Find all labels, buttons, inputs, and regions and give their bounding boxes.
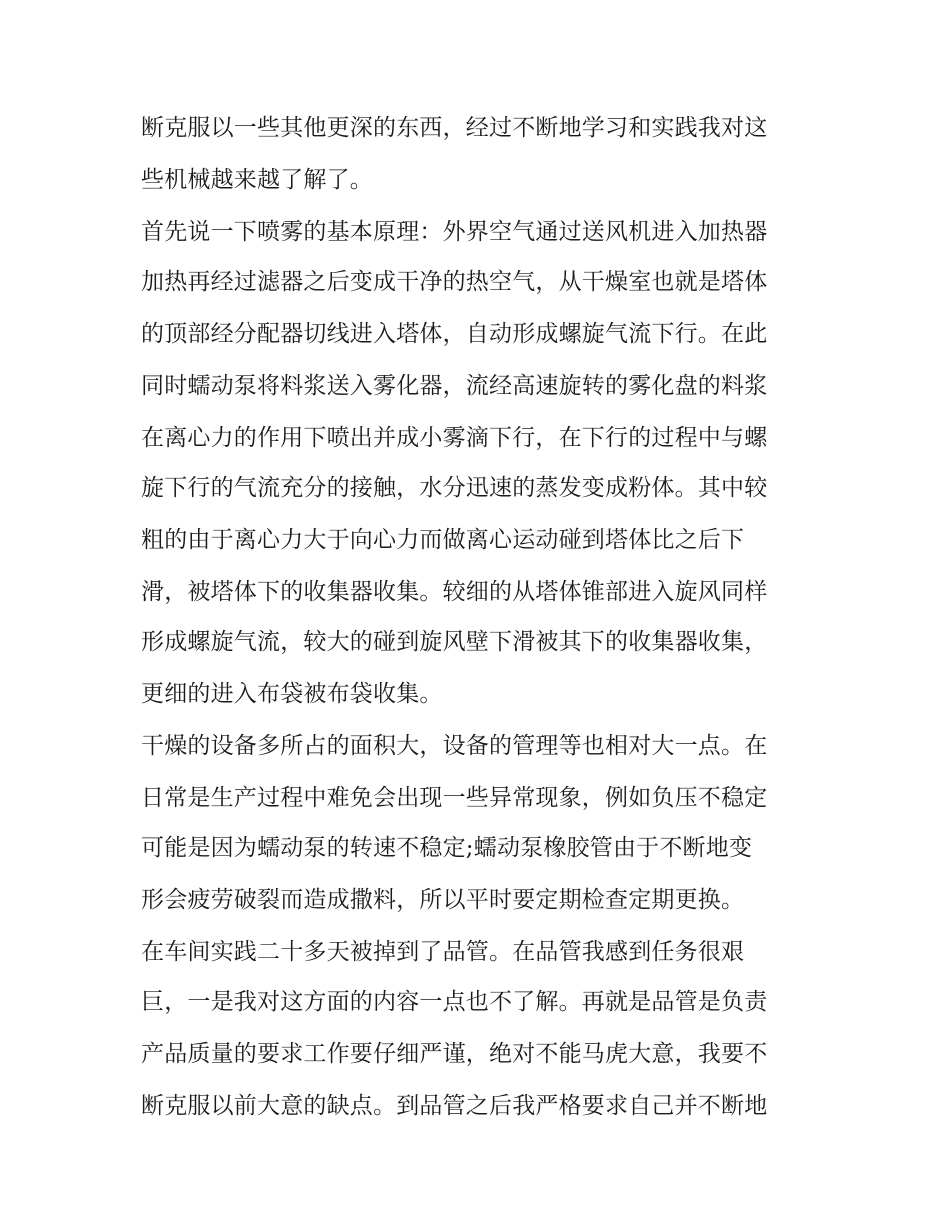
text-line: 粗的由于离心力大于向心力而做离心运动碰到塔体比之后下 bbox=[141, 527, 745, 553]
text-line: 首先说一下喷雾的基本原理：外界空气通过送风机进入加热器 bbox=[141, 219, 768, 245]
text-line: 可能是因为蠕动泵的转速不稳定;蠕动泵橡胶管由于不断地变 bbox=[141, 835, 753, 861]
text-line: 形会疲劳破裂而造成撒料，所以平时要定期检查定期更换。 bbox=[141, 887, 745, 913]
text-line: 在车间实践二十多天被掉到了品管。在品管我感到任务很艰 bbox=[141, 939, 745, 965]
text-line: 形成螺旋气流，较大的碰到旋风壁下滑被其下的收集器收集， bbox=[141, 629, 768, 655]
text-line: 断克服以前大意的缺点。到品管之后我严格要求自己并不断地 bbox=[141, 1093, 768, 1119]
text-line: 日常是生产过程中难免会出现一些异常现象，例如负压不稳定 bbox=[141, 785, 768, 811]
text-line: 断克服以一些其他更深的东西，经过不断地学习和实践我对这 bbox=[141, 115, 768, 141]
text-line: 产品质量的要求工作要仔细严谨，绝对不能马虎大意，我要不 bbox=[141, 1041, 768, 1067]
text-line: 滑，被塔体下的收集器收集。较细的从塔体锥部进入旋风同样 bbox=[141, 579, 768, 605]
text-line: 的顶部经分配器切线进入塔体，自动形成螺旋气流下行。在此 bbox=[141, 321, 768, 347]
text-line: 更细的进入布袋被布袋收集。 bbox=[141, 681, 443, 707]
text-line: 些机械越来越了解了。 bbox=[141, 167, 373, 193]
text-line: 旋下行的气流充分的接触，水分迅速的蒸发变成粉体。其中较 bbox=[141, 475, 768, 501]
text-line: 干燥的设备多所占的面积大，设备的管理等也相对大一点。在 bbox=[141, 733, 768, 759]
text-line: 加热再经过滤器之后变成干净的热空气，从干燥室也就是塔体 bbox=[141, 269, 768, 295]
text-line: 在离心力的作用下喷出并成小雾滴下行，在下行的过程中与螺 bbox=[141, 425, 768, 451]
text-line: 巨，一是我对这方面的内容一点也不了解。再就是品管是负责 bbox=[141, 989, 768, 1015]
text-line: 同时蠕动泵将料浆送入雾化器，流经高速旋转的雾化盘的料浆 bbox=[141, 373, 768, 399]
